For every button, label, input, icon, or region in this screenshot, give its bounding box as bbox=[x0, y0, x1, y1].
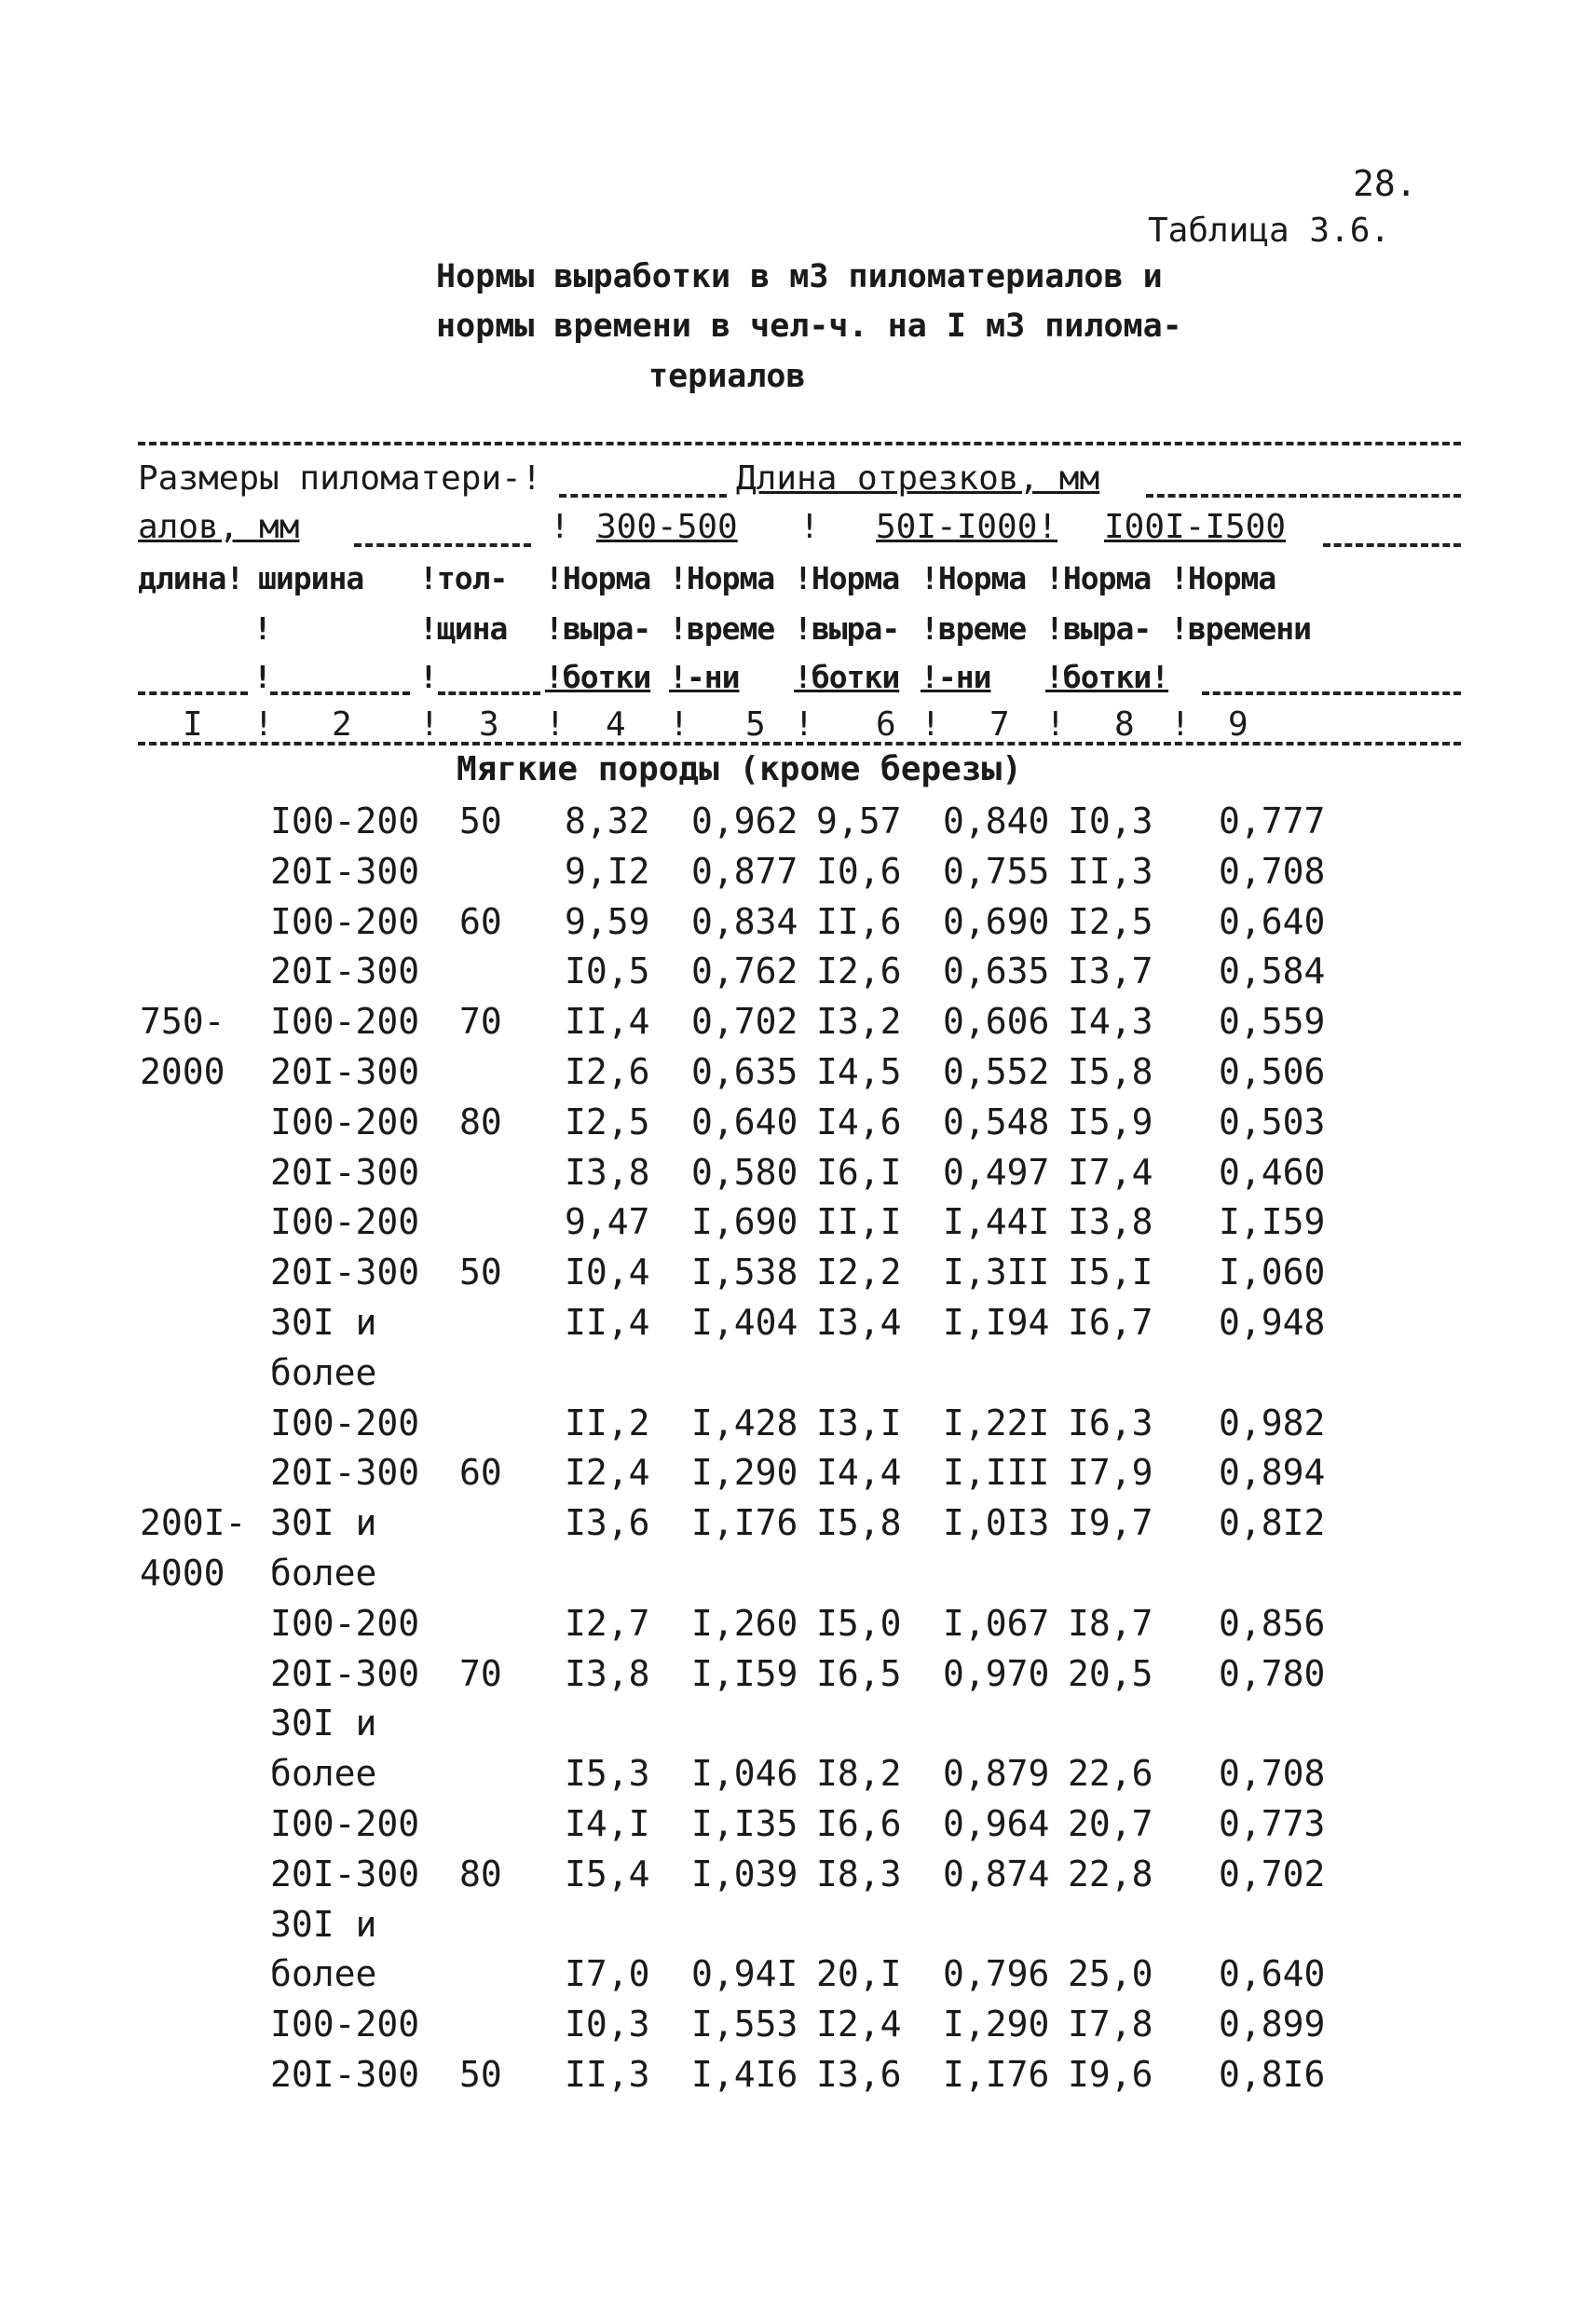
cell-c4: II,4 bbox=[565, 1302, 650, 1343]
header-dash bbox=[270, 691, 410, 695]
cell-c8: I6,3 bbox=[1068, 1402, 1153, 1443]
cell-c7: I,290 bbox=[943, 2004, 1050, 2045]
cell-c9: 0,640 bbox=[1219, 901, 1326, 942]
cell-c7: 0,840 bbox=[943, 800, 1050, 841]
header-dash bbox=[559, 494, 727, 498]
cell-w: 20I-300 bbox=[270, 1452, 420, 1493]
cell-c9: 0,506 bbox=[1219, 1051, 1326, 1092]
cell-c7: 0,548 bbox=[943, 1101, 1050, 1142]
cell-w: 20I-300 bbox=[270, 1653, 420, 1694]
cell-c9: 0,708 bbox=[1219, 1753, 1326, 1794]
cell-t: 50 bbox=[459, 2054, 502, 2095]
header-col-width: ширина bbox=[258, 560, 364, 596]
header-range-1001-1500: I00I-I500 bbox=[1104, 508, 1287, 546]
cell-c4: I0,5 bbox=[565, 951, 650, 992]
cell-c8: I7,4 bbox=[1068, 1152, 1153, 1193]
cell-c7: 0,796 bbox=[943, 1953, 1050, 1994]
cell-c9: 0,948 bbox=[1219, 1302, 1326, 1343]
cell-c7: I,3II bbox=[943, 1252, 1050, 1293]
cell-c8: I8,7 bbox=[1068, 1603, 1153, 1644]
col-number: 7 bbox=[989, 705, 1010, 744]
header-sub: !време bbox=[669, 610, 775, 647]
cell-c8: I7,8 bbox=[1068, 2004, 1153, 2045]
cell-c6: I2,4 bbox=[816, 2004, 902, 2045]
cell-w: I00-200 bbox=[270, 1603, 420, 1644]
cell-c6: I8,2 bbox=[816, 1753, 902, 1794]
cell-c5: I,I76 bbox=[691, 1502, 798, 1543]
cell-c5: I,I35 bbox=[691, 1803, 798, 1844]
cell-c9: 0,894 bbox=[1219, 1452, 1326, 1493]
cell-c5: I,260 bbox=[691, 1603, 798, 1644]
col-number: ! bbox=[921, 705, 941, 744]
header-dash bbox=[1323, 543, 1461, 547]
header-dash bbox=[354, 543, 531, 547]
header-col-thickness: !тол- bbox=[419, 560, 508, 596]
cell-w: 20I-300 bbox=[270, 2054, 420, 2095]
header-col-4: !Норма bbox=[545, 560, 651, 596]
col-number: I bbox=[183, 705, 203, 744]
cell-c7: I,I76 bbox=[943, 2054, 1050, 2095]
cell-w: более bbox=[270, 1352, 377, 1393]
header-range-501-1000: 50I-I000! bbox=[876, 508, 1058, 546]
cell-c9: 0,503 bbox=[1219, 1101, 1326, 1142]
cell-w: 20I-300 bbox=[270, 1854, 420, 1895]
cell-c6: I3,2 bbox=[816, 1001, 902, 1042]
header-dash bbox=[1202, 691, 1461, 695]
col-number: 4 bbox=[606, 705, 626, 744]
cell-c5: I,I59 bbox=[691, 1653, 798, 1694]
cell-c7: 0,635 bbox=[943, 951, 1050, 992]
cell-c4: I5,4 bbox=[565, 1854, 650, 1895]
cell-c5: 0,762 bbox=[691, 951, 798, 992]
cell-c7: I,067 bbox=[943, 1603, 1050, 1644]
cell-c4: I0,3 bbox=[565, 2004, 650, 2045]
cell-c7: 0,552 bbox=[943, 1051, 1050, 1092]
cell-c5: I,428 bbox=[691, 1402, 798, 1443]
cell-c7: 0,964 bbox=[943, 1803, 1050, 1844]
cell-c6: I0,6 bbox=[816, 851, 902, 892]
cell-w: I00-200 bbox=[270, 1803, 420, 1844]
cell-c7: 0,970 bbox=[943, 1653, 1050, 1694]
cell-w: I00-200 bbox=[270, 800, 420, 841]
cell-t: 50 bbox=[459, 800, 502, 841]
cell-c7: 0,497 bbox=[943, 1152, 1050, 1193]
cell-c6: 9,57 bbox=[816, 800, 902, 841]
cell-c9: 0,899 bbox=[1219, 2004, 1326, 2045]
cell-c8: II,3 bbox=[1068, 851, 1153, 892]
cell-c5: 0,580 bbox=[691, 1152, 798, 1193]
cell-c9: I,I59 bbox=[1219, 1201, 1326, 1242]
col-number: 9 bbox=[1228, 705, 1248, 744]
header-sub: ! bbox=[253, 610, 271, 647]
title-line-2: нормы времени в чел-ч. на I м3 пилома- bbox=[436, 308, 1182, 345]
cell-c6: 20,I bbox=[816, 1953, 902, 1994]
cell-c7: I,III bbox=[943, 1452, 1050, 1493]
cell-c8: 25,0 bbox=[1068, 1953, 1153, 1994]
cell-c5: I,290 bbox=[691, 1452, 798, 1493]
cell-c6: II,I bbox=[816, 1201, 902, 1242]
cell-c4: I2,4 bbox=[565, 1452, 650, 1493]
cell-c4: I3,8 bbox=[565, 1152, 650, 1193]
header-sub: !выра- bbox=[794, 610, 900, 647]
header-dash bbox=[138, 691, 248, 695]
cell-c6: II,6 bbox=[816, 901, 902, 942]
divider-header-bottom bbox=[138, 742, 1461, 746]
col-number: ! bbox=[669, 705, 689, 744]
cell-c8: 20,7 bbox=[1068, 1803, 1153, 1844]
cell-w: I00-200 bbox=[270, 1201, 420, 1242]
header-col-9: !Норма bbox=[1170, 560, 1276, 596]
cell-w: более bbox=[270, 1953, 377, 1994]
cell-c5: 0,834 bbox=[691, 901, 798, 942]
cell-c8: I7,9 bbox=[1068, 1452, 1153, 1493]
header-sub: !-ни bbox=[921, 659, 991, 695]
cell-l: 750- bbox=[140, 1001, 225, 1042]
cell-c6: I6,I bbox=[816, 1152, 902, 1193]
header-sub: !щина bbox=[419, 610, 508, 647]
cell-c9: 0,773 bbox=[1219, 1803, 1326, 1844]
header-col-6: !Норма bbox=[794, 560, 900, 596]
cell-c7: 0,874 bbox=[943, 1854, 1050, 1895]
cell-c6: I5,8 bbox=[816, 1502, 902, 1543]
cell-c4: I2,7 bbox=[565, 1603, 650, 1644]
cell-c8: I4,3 bbox=[1068, 1001, 1153, 1042]
cell-c8: I3,8 bbox=[1068, 1201, 1153, 1242]
section-label: Мягкие породы (кроме березы) bbox=[457, 750, 1022, 788]
cell-c8: 22,6 bbox=[1068, 1753, 1153, 1794]
cell-t: 50 bbox=[459, 1252, 502, 1293]
cell-c6: I3,I bbox=[816, 1402, 902, 1443]
cell-c8: I2,5 bbox=[1068, 901, 1153, 942]
cell-w: 20I-300 bbox=[270, 1051, 420, 1092]
cell-c4: I3,6 bbox=[565, 1502, 650, 1543]
cell-w: I00-200 bbox=[270, 2004, 420, 2045]
cell-c6: I5,0 bbox=[816, 1603, 902, 1644]
title-line-1: Нормы выработки в м3 пиломатериалов и bbox=[436, 258, 1163, 295]
cell-c9: 0,640 bbox=[1219, 1953, 1326, 1994]
cell-c8: I9,6 bbox=[1068, 2054, 1153, 2095]
cell-c6: I3,6 bbox=[816, 2054, 902, 2095]
cell-c4: 9,59 bbox=[565, 901, 650, 942]
cell-c4: I3,8 bbox=[565, 1653, 650, 1694]
cell-c5: I,553 bbox=[691, 2004, 798, 2045]
cell-c6: I2,6 bbox=[816, 951, 902, 992]
header-sub: !ботки bbox=[545, 659, 651, 695]
header-divider-mark: ! bbox=[799, 508, 820, 546]
col-number: 6 bbox=[876, 705, 896, 744]
cell-c4: I0,4 bbox=[565, 1252, 650, 1293]
cell-w: 20I-300 bbox=[270, 1152, 420, 1193]
col-number: ! bbox=[419, 705, 440, 744]
cell-c8: 22,8 bbox=[1068, 1854, 1153, 1895]
cell-c5: 0,640 bbox=[691, 1101, 798, 1142]
cell-c8: I6,7 bbox=[1068, 1302, 1153, 1343]
header-dash bbox=[438, 691, 540, 695]
cell-c6: I3,4 bbox=[816, 1302, 902, 1343]
cell-t: 80 bbox=[459, 1101, 502, 1142]
cell-c8: 20,5 bbox=[1068, 1653, 1153, 1694]
cell-c6: I8,3 bbox=[816, 1854, 902, 1895]
cell-t: 60 bbox=[459, 1452, 502, 1493]
cell-c9: 0,8I2 bbox=[1219, 1502, 1326, 1543]
cell-c4: 8,32 bbox=[565, 800, 650, 841]
divider-top bbox=[138, 442, 1461, 445]
cell-w: 30I и bbox=[270, 1302, 377, 1343]
cell-c5: 0,702 bbox=[691, 1001, 798, 1042]
col-number: ! bbox=[794, 705, 814, 744]
cell-c4: I2,6 bbox=[565, 1051, 650, 1092]
col-number: ! bbox=[253, 705, 274, 744]
header-divider-mark: ! bbox=[550, 508, 570, 546]
cell-c5: I,404 bbox=[691, 1302, 798, 1343]
cell-c7: I,44I bbox=[943, 1201, 1050, 1242]
cell-l: 4000 bbox=[140, 1553, 225, 1594]
header-sub: !ботки bbox=[794, 659, 900, 695]
cell-w: 30I и bbox=[270, 1703, 377, 1744]
header-length-group: Длина отрезков, мм bbox=[736, 459, 1100, 498]
cell-c5: I,690 bbox=[691, 1201, 798, 1242]
cell-w: 20I-300 bbox=[270, 951, 420, 992]
cell-c8: I5,9 bbox=[1068, 1101, 1153, 1142]
header-sub: !ботки! bbox=[1045, 659, 1169, 695]
cell-w: I00-200 bbox=[270, 1402, 420, 1443]
cell-c5: I,039 bbox=[691, 1854, 798, 1895]
header-size-label-1: Размеры пиломатери-! bbox=[138, 459, 542, 498]
cell-c9: 0,559 bbox=[1219, 1001, 1326, 1042]
header-sub: !време bbox=[921, 610, 1027, 647]
cell-c4: 9,I2 bbox=[565, 851, 650, 892]
col-number: ! bbox=[1045, 705, 1066, 744]
col-number: ! bbox=[1170, 705, 1191, 744]
cell-c7: 0,879 bbox=[943, 1753, 1050, 1794]
cell-c9: I,060 bbox=[1219, 1252, 1326, 1293]
cell-c9: 0,856 bbox=[1219, 1603, 1326, 1644]
cell-c8: I9,7 bbox=[1068, 1502, 1153, 1543]
cell-w: 20I-300 bbox=[270, 851, 420, 892]
page-number: 28. bbox=[1353, 163, 1417, 204]
cell-c6: I6,5 bbox=[816, 1653, 902, 1694]
cell-w: I00-200 bbox=[270, 901, 420, 942]
cell-c7: 0,690 bbox=[943, 901, 1050, 942]
cell-t: 80 bbox=[459, 1854, 502, 1895]
cell-c9: 0,702 bbox=[1219, 1854, 1326, 1895]
header-sub: !времени bbox=[1170, 610, 1311, 647]
header-range-300-500: 300-500 bbox=[596, 508, 738, 546]
col-number: 8 bbox=[1114, 705, 1135, 744]
header-col-5: !Норма bbox=[669, 560, 775, 596]
cell-c5: I,4I6 bbox=[691, 2054, 798, 2095]
cell-l: 200I- bbox=[140, 1502, 247, 1543]
table-number: Таблица 3.6. bbox=[1148, 212, 1391, 250]
cell-c5: I,046 bbox=[691, 1753, 798, 1794]
cell-c9: 0,584 bbox=[1219, 951, 1326, 992]
cell-c6: I6,6 bbox=[816, 1803, 902, 1844]
cell-c6: I4,5 bbox=[816, 1051, 902, 1092]
cell-w: 30I и bbox=[270, 1502, 377, 1543]
header-sub: !выра- bbox=[545, 610, 651, 647]
cell-w: более bbox=[270, 1753, 377, 1794]
cell-c4: 9,47 bbox=[565, 1201, 650, 1242]
cell-c8: I0,3 bbox=[1068, 800, 1153, 841]
cell-t: 70 bbox=[459, 1001, 502, 1042]
cell-c6: I4,6 bbox=[816, 1101, 902, 1142]
cell-c8: I3,7 bbox=[1068, 951, 1153, 992]
cell-c5: 0,962 bbox=[691, 800, 798, 841]
cell-w: 20I-300 bbox=[270, 1252, 420, 1293]
cell-c4: II,2 bbox=[565, 1402, 650, 1443]
cell-c6: I2,2 bbox=[816, 1252, 902, 1293]
cell-c7: I,I94 bbox=[943, 1302, 1050, 1343]
header-size-label-2: алов, мм bbox=[138, 508, 300, 546]
cell-c7: 0,755 bbox=[943, 851, 1050, 892]
cell-c9: 0,8I6 bbox=[1219, 2054, 1326, 2095]
cell-t: 70 bbox=[459, 1653, 502, 1694]
cell-c9: 0,982 bbox=[1219, 1402, 1326, 1443]
cell-c5: 0,877 bbox=[691, 851, 798, 892]
cell-w: I00-200 bbox=[270, 1101, 420, 1142]
cell-w: 30I и bbox=[270, 1904, 377, 1945]
cell-c7: I,0I3 bbox=[943, 1502, 1050, 1543]
cell-c4: II,4 bbox=[565, 1001, 650, 1042]
cell-c8: I5,I bbox=[1068, 1252, 1153, 1293]
cell-w: более bbox=[270, 1553, 377, 1594]
cell-c5: 0,94I bbox=[691, 1953, 798, 1994]
col-number: 5 bbox=[745, 705, 766, 744]
col-number: 2 bbox=[332, 705, 352, 744]
cell-c4: I4,I bbox=[565, 1803, 650, 1844]
header-sub: !выра- bbox=[1045, 610, 1152, 647]
cell-w: I00-200 bbox=[270, 1001, 420, 1042]
cell-c9: 0,460 bbox=[1219, 1152, 1326, 1193]
title-line-3: териалов bbox=[648, 358, 806, 395]
cell-c9: 0,708 bbox=[1219, 851, 1326, 892]
cell-c5: I,538 bbox=[691, 1252, 798, 1293]
cell-c4: I2,5 bbox=[565, 1101, 650, 1142]
cell-c7: 0,606 bbox=[943, 1001, 1050, 1042]
cell-c8: I5,8 bbox=[1068, 1051, 1153, 1092]
col-number: ! bbox=[545, 705, 566, 744]
cell-l: 2000 bbox=[140, 1051, 225, 1092]
cell-c4: II,3 bbox=[565, 2054, 650, 2095]
header-col-7: !Норма bbox=[921, 560, 1027, 596]
header-sub: ! bbox=[419, 659, 437, 695]
cell-c6: I4,4 bbox=[816, 1452, 902, 1493]
header-sub: !-ни bbox=[669, 659, 740, 695]
cell-t: 60 bbox=[459, 901, 502, 942]
cell-c9: 0,777 bbox=[1219, 800, 1326, 841]
header-col-8: !Норма bbox=[1045, 560, 1152, 596]
cell-c4: I7,0 bbox=[565, 1953, 650, 1994]
header-dash bbox=[1146, 494, 1461, 498]
col-number: 3 bbox=[479, 705, 499, 744]
cell-c9: 0,780 bbox=[1219, 1653, 1326, 1694]
cell-c5: 0,635 bbox=[691, 1051, 798, 1092]
cell-c7: I,22I bbox=[943, 1402, 1050, 1443]
cell-c4: I5,3 bbox=[565, 1753, 650, 1794]
header-sub: ! bbox=[253, 659, 271, 695]
header-col-length: длина! bbox=[138, 560, 244, 596]
